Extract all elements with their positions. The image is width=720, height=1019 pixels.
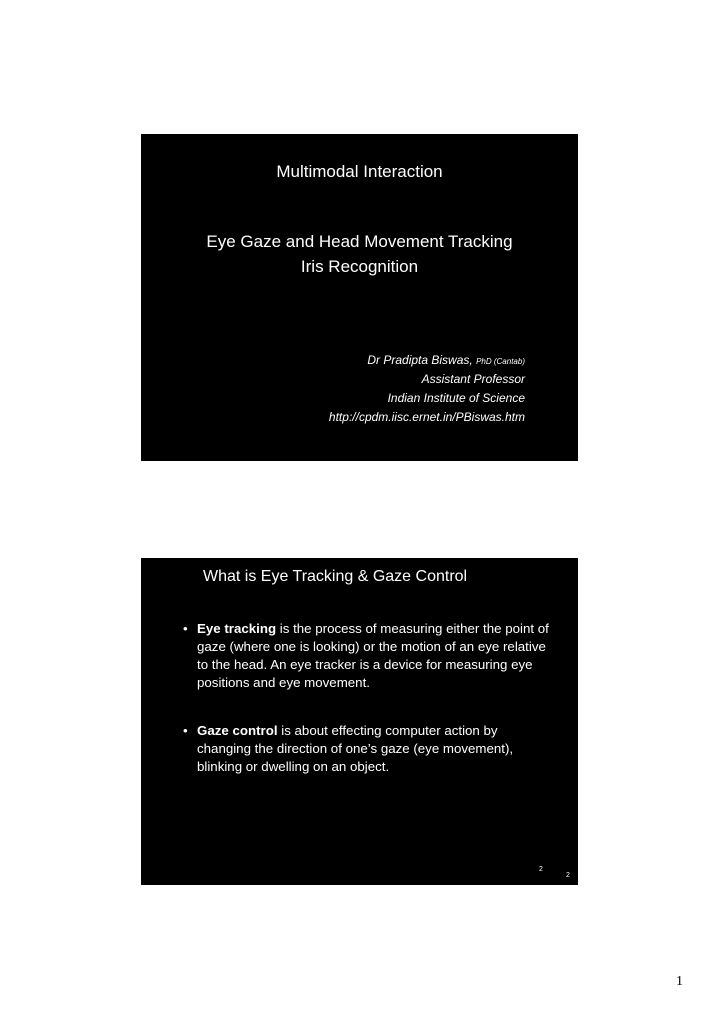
author-line — [367, 353, 525, 367]
slide-title: What is Eye Tracking & Gaze Control — [203, 568, 468, 585]
author-position: Assistant Professor — [421, 372, 525, 386]
bullet-term: Eye tracking — [197, 621, 277, 636]
bullet-term: Gaze control — [197, 723, 278, 738]
slide-title: Multimodal Interaction — [276, 162, 443, 181]
author-degree: PhD (Cantab) — [476, 357, 525, 366]
bullet-dot: • — [183, 723, 188, 738]
author-name: Dr Pradipta Biswas, — [367, 353, 473, 367]
slide-subtitle-line1: Eye Gaze and Head Movement Tracking — [206, 232, 513, 251]
bullet-text: is about effecting computer action by changing the direction of one’s gaze (eye movement), blinking or dwelling on an object. — [197, 723, 514, 774]
author-url: http://cpdm.iisc.ernet.in/PBiswas.htm — [328, 410, 525, 424]
slide-number-inner: 2 — [539, 866, 543, 873]
slide-subtitle-line2: Iris Recognition — [300, 257, 419, 276]
bullet-eye-tracking — [183, 620, 553, 692]
bullet-dot: • — [183, 621, 188, 636]
bullet-text: is the process of measuring either the point of gaze (where one is looking) or the motion of an eye relative to the head. An eye tracker is a device for measuring eye positions and eye movement. — [197, 621, 549, 690]
bullet-gaze-control — [183, 722, 553, 776]
title-slide — [141, 134, 578, 461]
author-institution: Indian Institute of Science — [387, 391, 525, 405]
content-slide — [141, 558, 578, 885]
page-number: 1 — [676, 974, 683, 989]
slide-number-outer: 2 — [566, 872, 570, 879]
